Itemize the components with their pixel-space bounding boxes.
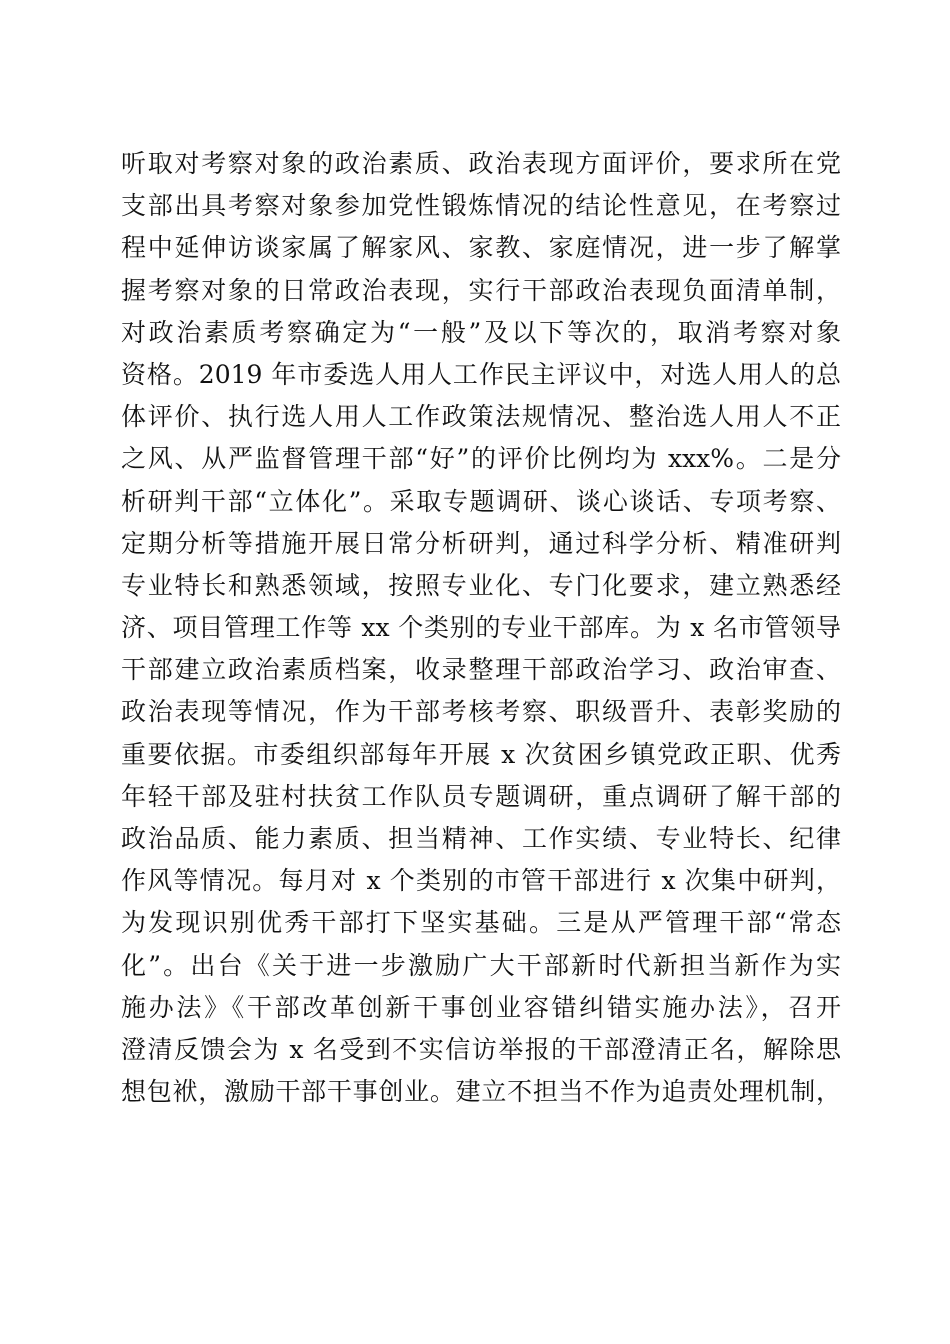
text-line: 化”。出台《关于进一步激励广大干部新时代新担当新作为实	[121, 950, 841, 980]
text-line: 济、项目管理工作等 xx 个类别的专业干部库。为 x 名市管领导	[121, 613, 841, 643]
text-line: 重要依据。市委组织部每年开展 x 次贫困乡镇党政正职、优秀	[121, 739, 841, 769]
text-line: 资格。2019 年市委选人用人工作民主评议中，对选人用人的总	[121, 359, 841, 389]
text-line: 定期分析等措施开展日常分析研判，通过科学分析、精准研判	[121, 528, 841, 558]
body-text	[121, 143, 841, 1113]
text-line: 之风、从严监督管理干部“好”的评价比例均为 xxx%。二是分	[121, 444, 841, 474]
text-line: 体评价、执行选人用人工作政策法规情况、整治选人用人不正	[121, 402, 841, 432]
text-line: 年轻干部及驻村扶贫工作队员专题调研，重点调研了解干部的	[121, 781, 841, 811]
text-line: 政治品质、能力素质、担当精神、工作实绩、专业特长、纪律	[121, 824, 841, 853]
text-line: 支部出具考察对象参加党性锻炼情况的结论性意见，在考察过	[121, 191, 841, 221]
text-line: 程中延伸访谈家属了解家风、家教、家庭情况，进一步了解掌	[121, 233, 841, 263]
text-line: 政治表现等情况，作为干部考核考察、职级晋升、表彰奖励的	[121, 697, 841, 727]
text-line: 听取对考察对象的政治素质、政治表现方面评价，要求所在党	[121, 149, 841, 178]
text-line: 想包袱，激励干部干事创业。建立不担当不作为追责处理机制，	[121, 1077, 841, 1107]
text-line: 干部建立政治素质档案，收录整理干部政治学习、政治审查、	[121, 655, 841, 685]
text-line: 作风等情况。每月对 x 个类别的市管干部进行 x 次集中研判，	[121, 866, 841, 896]
text-line: 握考察对象的日常政治表现，实行干部政治表现负面清单制，	[121, 275, 841, 305]
text-line: 对政治素质考察确定为“一般”及以下等次的，取消考察对象	[121, 317, 841, 347]
text-line: 澄清反馈会为 x 名受到不实信访举报的干部澄清正名，解除思	[121, 1034, 841, 1064]
text-line: 施办法》《干部改革创新干事创业容错纠错实施办法》，召开	[121, 992, 841, 1022]
text-line: 析研判干部“立体化”。采取专题调研、谈心谈话、专项考察、	[121, 486, 841, 516]
text-line: 专业特长和熟悉领域，按照专业化、专门化要求，建立熟悉经	[121, 570, 841, 600]
text-line: 为发现识别优秀干部打下坚实基础。三是从严管理干部“常态	[121, 908, 841, 938]
